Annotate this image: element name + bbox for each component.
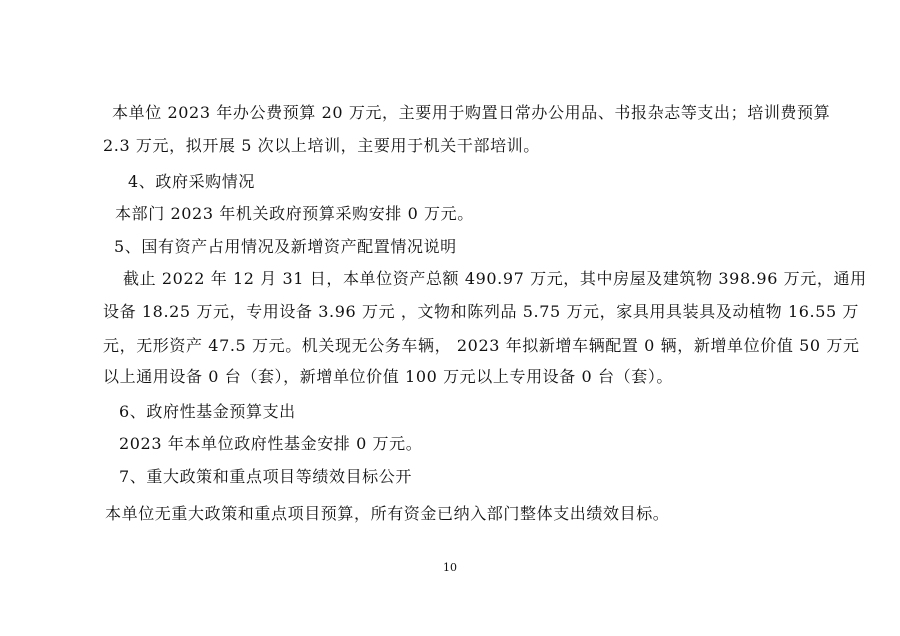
page-number: 10 — [443, 561, 457, 574]
assets-paragraph-line-4: 以上通用设备 0 台（套），新增单位价值 100 万元以上专用设备 0 台（套）。 — [103, 367, 674, 386]
assets-paragraph-line-3: 元，无形资产 47.5 万元。机关现无公务车辆， 2023 年拟新增车辆配置 0 辆，新增单位价值 50 万元 — [103, 336, 860, 355]
budget-office-paragraph-line-1: 本单位 2023 年办公费预算 20 万元，主要用于购置日常办公用品、书报杂志等支出；培训费预算 — [112, 103, 831, 122]
government-fund-paragraph: 2023 年本单位政府性基金安排 0 万元。 — [119, 434, 423, 453]
procurement-paragraph: 本部门 2023 年机关政府预算采购安排 0 万元。 — [115, 204, 474, 223]
assets-paragraph-line-1: 截止 2022 年 12 月 31 日，本单位资产总额 490.97 万元，其中房屋及建筑物 398.96 万元，通用 — [123, 269, 867, 288]
section-heading-assets: 5、国有资产占用情况及新增资产配置情况说明 — [114, 237, 457, 256]
section-heading-procurement: 4、政府采购情况 — [128, 172, 255, 191]
assets-paragraph-line-2: 设备 18.25 万元，专用设备 3.96 万元 ，文物和陈列品 5.75 万元，家具用具装具及动植物 16.55 万 — [103, 302, 860, 321]
section-heading-performance-targets: 7、重大政策和重点项目等绩效目标公开 — [119, 467, 412, 486]
performance-targets-paragraph: 本单位无重大政策和重点项目预算，所有资金已纳入部门整体支出绩效目标。 — [105, 504, 670, 523]
budget-office-paragraph-line-2: 2.3 万元，拟开展 5 次以上培训，主要用于机关干部培训。 — [103, 136, 540, 155]
section-heading-government-fund: 6、政府性基金预算支出 — [119, 402, 296, 421]
